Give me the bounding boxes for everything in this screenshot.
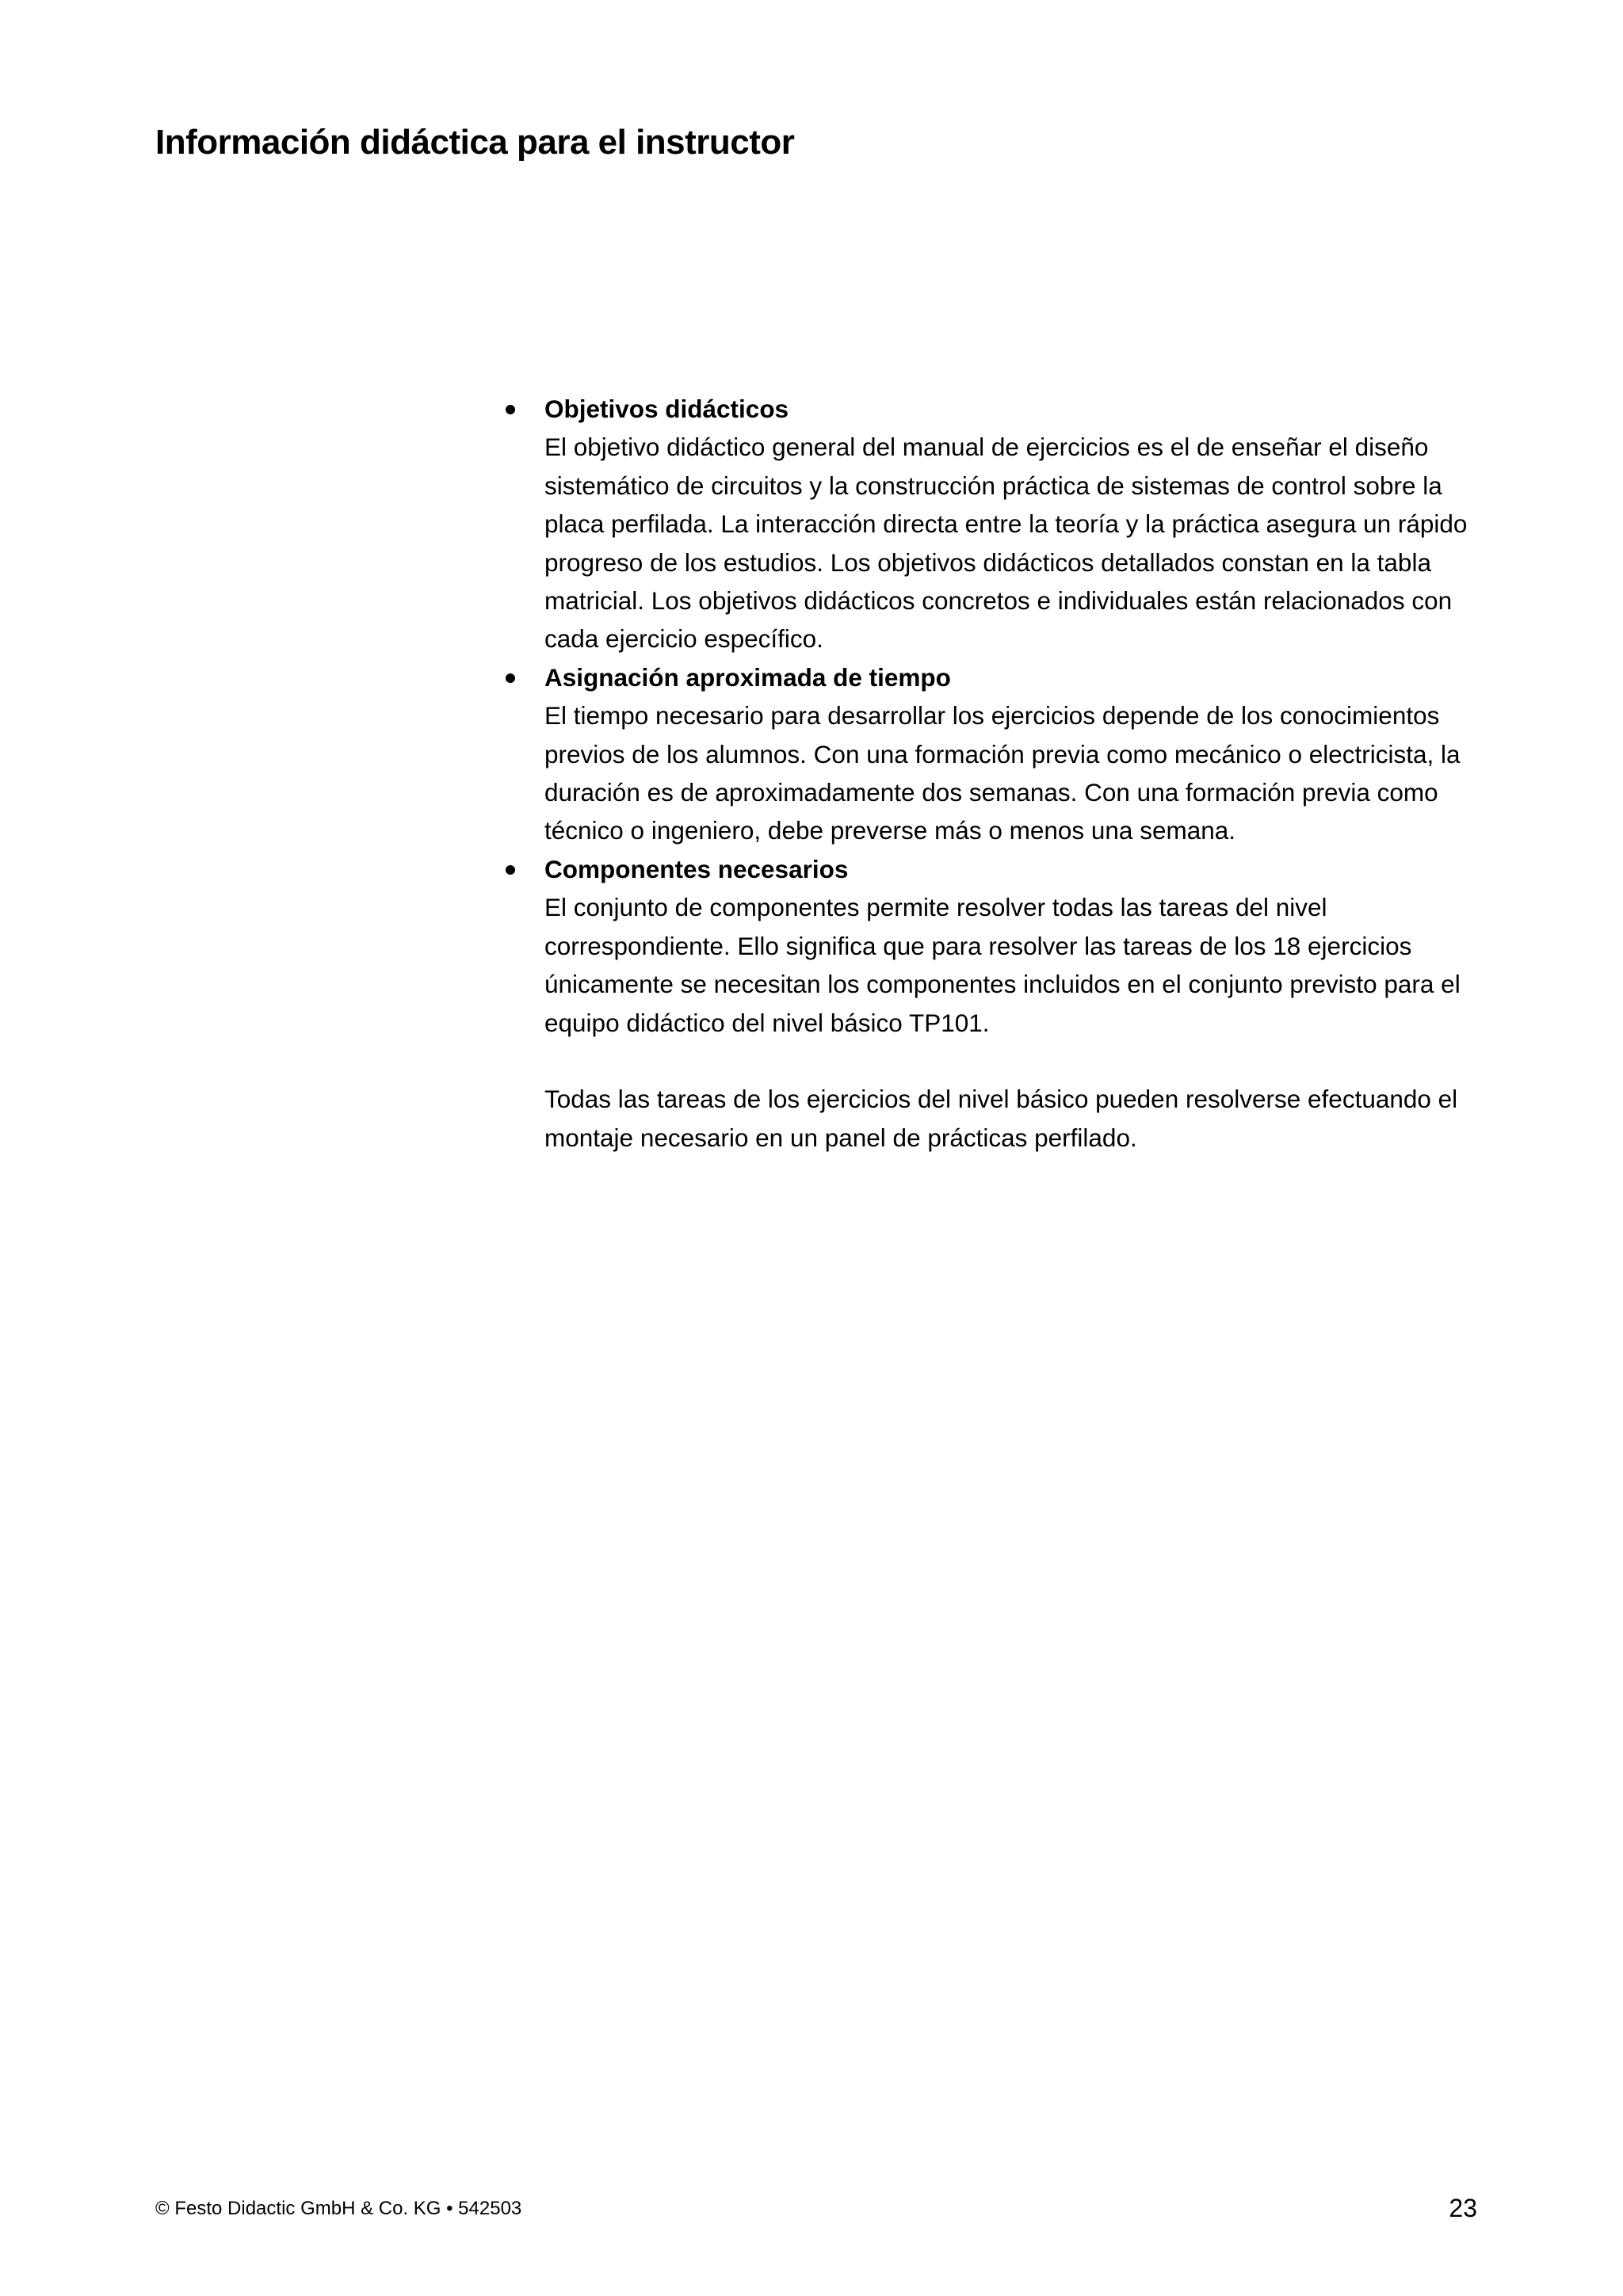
page-number: 23: [1449, 2194, 1477, 2222]
item-text: El tiempo necesario para desarrollar los ejercicios depende de los conocimientos previos de los alumnos. Con una formación previa como mecánico o electricista, la duración es de aproximadamente dos semanas. Con una formación previa como técnico o ingeniero, debe preverse más o menos una semana.: [544, 701, 1461, 845]
item-heading: Componentes necesarios: [544, 854, 849, 883]
item-text: El objetivo didáctico general del manual de ejercicios es el de enseñar el diseño sistemático de circuitos y la construcción práctica de sistemas de control sobre la placa perfilada. La interacción directa entre la teoría y la práctica asegura un rápido progreso de los estudios. Los objetivos didácticos detallados constan en la tabla matricial. Los objetivos didácticos concretos e individuales están relacionados con cada ejercicio específico.: [544, 433, 1468, 654]
bullet-list: [501, 390, 1484, 1042]
item-text: El conjunto de componentes permite resolver todas las tareas del nivel correspondiente. Ello significa que para resolver las tareas de los 18 ejercicios únicamente se necesitan los componentes incluidos en el conjunto previsto para el equipo didáctico del nivel básico TP101.: [544, 893, 1461, 1037]
item-heading: Objetivos didácticos: [544, 395, 789, 423]
bullet-icon: [506, 865, 515, 875]
list-item-componentes: [501, 850, 1484, 1042]
list-item-objetivos: [501, 390, 1484, 658]
page-title: Información didáctica para el instructor: [155, 123, 795, 162]
bullet-icon: [506, 405, 515, 414]
footer-copyright: © Festo Didactic GmbH & Co. KG • 542503: [155, 2198, 522, 2219]
item-heading: Asignación aproximada de tiempo: [544, 662, 951, 692]
note-paragraph: Todas las tareas de los ejercicios del nivel básico pueden resolverse efectuando el montaje necesario en un panel de prácticas perfilado.: [544, 1085, 1458, 1152]
bullet-icon: [506, 673, 515, 683]
main-content: [501, 390, 1484, 1157]
list-item-tiempo: [501, 658, 1484, 850]
